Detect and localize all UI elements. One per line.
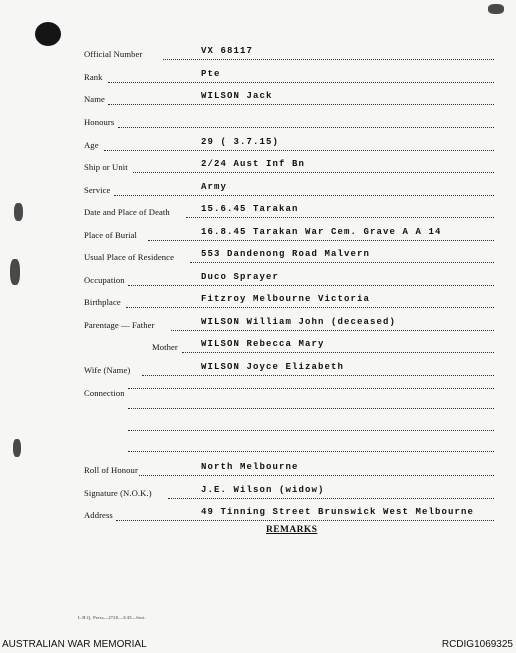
dotted-line [114, 195, 494, 196]
value-official-number: VX 68117 [201, 46, 254, 56]
label-ship-or-unit: Ship or Unit [84, 162, 128, 172]
label-place-of-burial: Place of Burial [84, 230, 138, 240]
value-ship-or-unit: 2/24 Aust Inf Bn [201, 159, 306, 169]
binder-mark-4 [488, 4, 504, 14]
value-mother: WILSON Rebecca Mary [201, 339, 325, 349]
value-place-of-burial: 16.8.45 Tarakan War Cem. Grave A A 14 [201, 227, 442, 237]
label-honours: Honours [84, 117, 115, 127]
dotted-line [108, 104, 494, 105]
label-address: Address [84, 510, 113, 520]
label-wife-name: Wife (Name) [84, 365, 131, 375]
dotted-line [128, 451, 494, 452]
value-wife-name: WILSON Joyce Elizabeth [201, 362, 345, 372]
dotted-line [108, 82, 494, 83]
dotted-line [128, 430, 494, 431]
dotted-line [182, 352, 494, 353]
label-name: Name [84, 94, 105, 104]
footer-right: RCDIG1069325 [441, 639, 513, 650]
dotted-line [128, 388, 494, 389]
binder-mark-1 [14, 203, 23, 221]
punch-hole-top [35, 22, 61, 46]
label-roll-of-honour: Roll of Honour [84, 465, 138, 475]
label-service: Service [84, 185, 111, 195]
label-official-number: Official Number [84, 49, 143, 59]
value-roll-of-honour: North Melbourne [201, 462, 299, 472]
dotted-line [126, 307, 494, 308]
value-father: WILSON William John (deceased) [201, 317, 397, 327]
value-date-place-of-death: 15.6.45 Tarakan [201, 204, 299, 214]
value-signature-nok: J.E. Wilson (widow) [201, 485, 325, 495]
binder-mark-2 [10, 259, 20, 285]
dotted-line [186, 217, 494, 218]
dotted-line [118, 127, 494, 128]
label-mother: Mother [152, 342, 178, 352]
binder-mark-3 [13, 439, 21, 457]
printer-imprint: L.H.Q. Press—2720—3/45—6ost. [78, 615, 146, 620]
label-birthplace: Birthplace [84, 297, 121, 307]
label-date-place-of-death: Date and Place of Death [84, 207, 170, 217]
remarks-heading: REMARKS [266, 525, 318, 535]
label-rank: Rank [84, 72, 103, 82]
dotted-line [168, 498, 494, 499]
dotted-line [128, 285, 494, 286]
dotted-line [139, 475, 494, 476]
value-birthplace: Fitzroy Melbourne Victoria [201, 294, 371, 304]
value-occupation: Duco Sprayer [201, 272, 280, 282]
dotted-line [116, 520, 494, 521]
label-age: Age [84, 140, 99, 150]
label-connection: Connection [84, 388, 125, 398]
dotted-line [171, 330, 494, 331]
value-service: Army [201, 182, 228, 192]
dotted-line [148, 240, 494, 241]
value-rank: Pte [201, 69, 221, 79]
value-age: 29 ( 3.7.15) [201, 137, 280, 147]
dotted-line [142, 375, 494, 376]
dotted-line [128, 408, 494, 409]
label-parentage-father: Parentage — Father [84, 320, 155, 330]
footer-left: AUSTRALIAN WAR MEMORIAL [2, 639, 147, 650]
label-usual-residence: Usual Place of Residence [84, 252, 174, 262]
dotted-line [190, 262, 494, 263]
label-signature-nok: Signature (N.O.K.) [84, 488, 152, 498]
value-usual-residence: 553 Dandenong Road Malvern [201, 249, 371, 259]
label-occupation: Occupation [84, 275, 125, 285]
value-name: WILSON Jack [201, 91, 273, 101]
dotted-line [104, 150, 494, 151]
dotted-line [163, 59, 494, 60]
value-address: 49 Tinning Street Brunswick West Melbourne [201, 507, 475, 517]
dotted-line [133, 172, 494, 173]
